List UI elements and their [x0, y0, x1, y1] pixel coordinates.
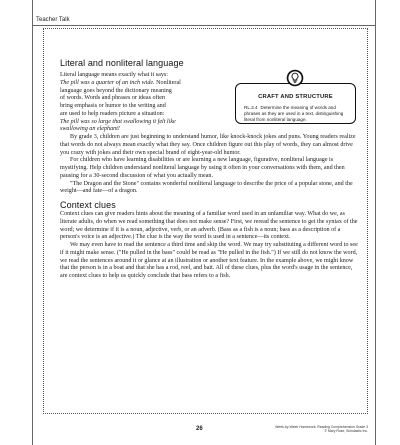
text-run: of words. Words and phrases or ideas often: [60, 95, 165, 102]
body-paragraph: By grade 3, children are just beginning to understand humor, like knock-knock jokes and puns. Young readers realize that words do not always mean exactly what they say. Once children figure out this play of words, they can almost drive you crazy with jokes and their own special brand of eight-year-old humor.: [60, 134, 356, 156]
body-paragraph: We may even have to read the sentence a third time and skip the word. We may try substituting a different word to see if it might make sense. ("He pulled in the bass" could be read as "He pulled in the fish.") If we still do not know the word, we read the sentences around it or glance at an illustration or another text feature. In the example above, we might know that the person is in a boat and that she has a rod, reel, and bait. All of these clues, plus the word's usage in the sentence, are context clues to help us quickly conclude that bass refers to a fish.: [60, 242, 358, 279]
left-page-border: [32, 0, 33, 445]
text-run: swallowing an elephant!: [60, 126, 120, 133]
standards-code: RL.3.4: [244, 105, 258, 110]
text-run: Literal language means exactly what it says:: [60, 72, 168, 78]
credit-line-1: Week-by-Week Homework: Reading Comprehension Grade 3: [275, 425, 368, 429]
literal-intro-line: [60, 72, 361, 80]
text-run: The pill was so large that swallowing it felt like: [60, 118, 176, 125]
text-run: are used to help readers picture a situation:: [60, 110, 165, 117]
literal-intro-line: [60, 126, 361, 134]
standards-description: [244, 105, 352, 122]
footer-credit: [275, 425, 368, 434]
body-paragraph: "The Dragon and the Stone" contains wonderful nonliteral language to describe the price of a popular stone, and the weight—and fate—of a dragon.: [60, 180, 353, 195]
context-clues-paragraphs: [60, 211, 361, 281]
text-run: Nonliteral: [154, 79, 181, 86]
text-run: language goes beyond the dictionary meaning: [60, 87, 172, 94]
standards-text: Determine the meaning of words and phrases as they are used in a text, distinguishing literal from nonliteral language.: [244, 105, 344, 122]
standards-box: [235, 83, 356, 124]
body-paragraph: Context clues can give readers hints about the meaning of a familiar word used in an unfamiliar way. What do we, as literate adults, do when we read something that does not make sense? First, we reread the sentence to get the syntax of the word; we determine if it is a noun, adjective, verb, or an adverb. (Bass as a fish is a noun; bass as a description of a person's voice is an adjective.) The clue is the way the word is used in a sentence—its context.: [60, 211, 358, 241]
text-run: bring emphasis or humor to the writing and: [60, 103, 166, 109]
page-number: 26: [196, 426, 203, 432]
literal-paragraphs: [60, 134, 361, 196]
credit-line-2: © Mary Rose, Scholastic Inc.: [324, 429, 368, 434]
running-header: Teacher Talk: [36, 17, 70, 23]
lightbulb-badge-icon: [286, 69, 304, 87]
text-run: The pill was a quarter of an inch wide.: [60, 79, 155, 86]
section-title-context-clues: Context clues: [60, 200, 116, 210]
body-paragraph: For children who have learning disabilities or are learning a new language, figurative, nonliteral language is mystifying. Help children understand nonliteral language by using it often in your conversations with them, and then pausing for a 30-second discussion of what you actually mean.: [60, 157, 345, 179]
section-title-literal: Literal and nonliteral language: [60, 58, 184, 68]
standards-heading: CRAFT AND STRUCTURE: [258, 94, 333, 100]
right-page-border: [375, 0, 376, 445]
header-rule: [32, 25, 375, 26]
